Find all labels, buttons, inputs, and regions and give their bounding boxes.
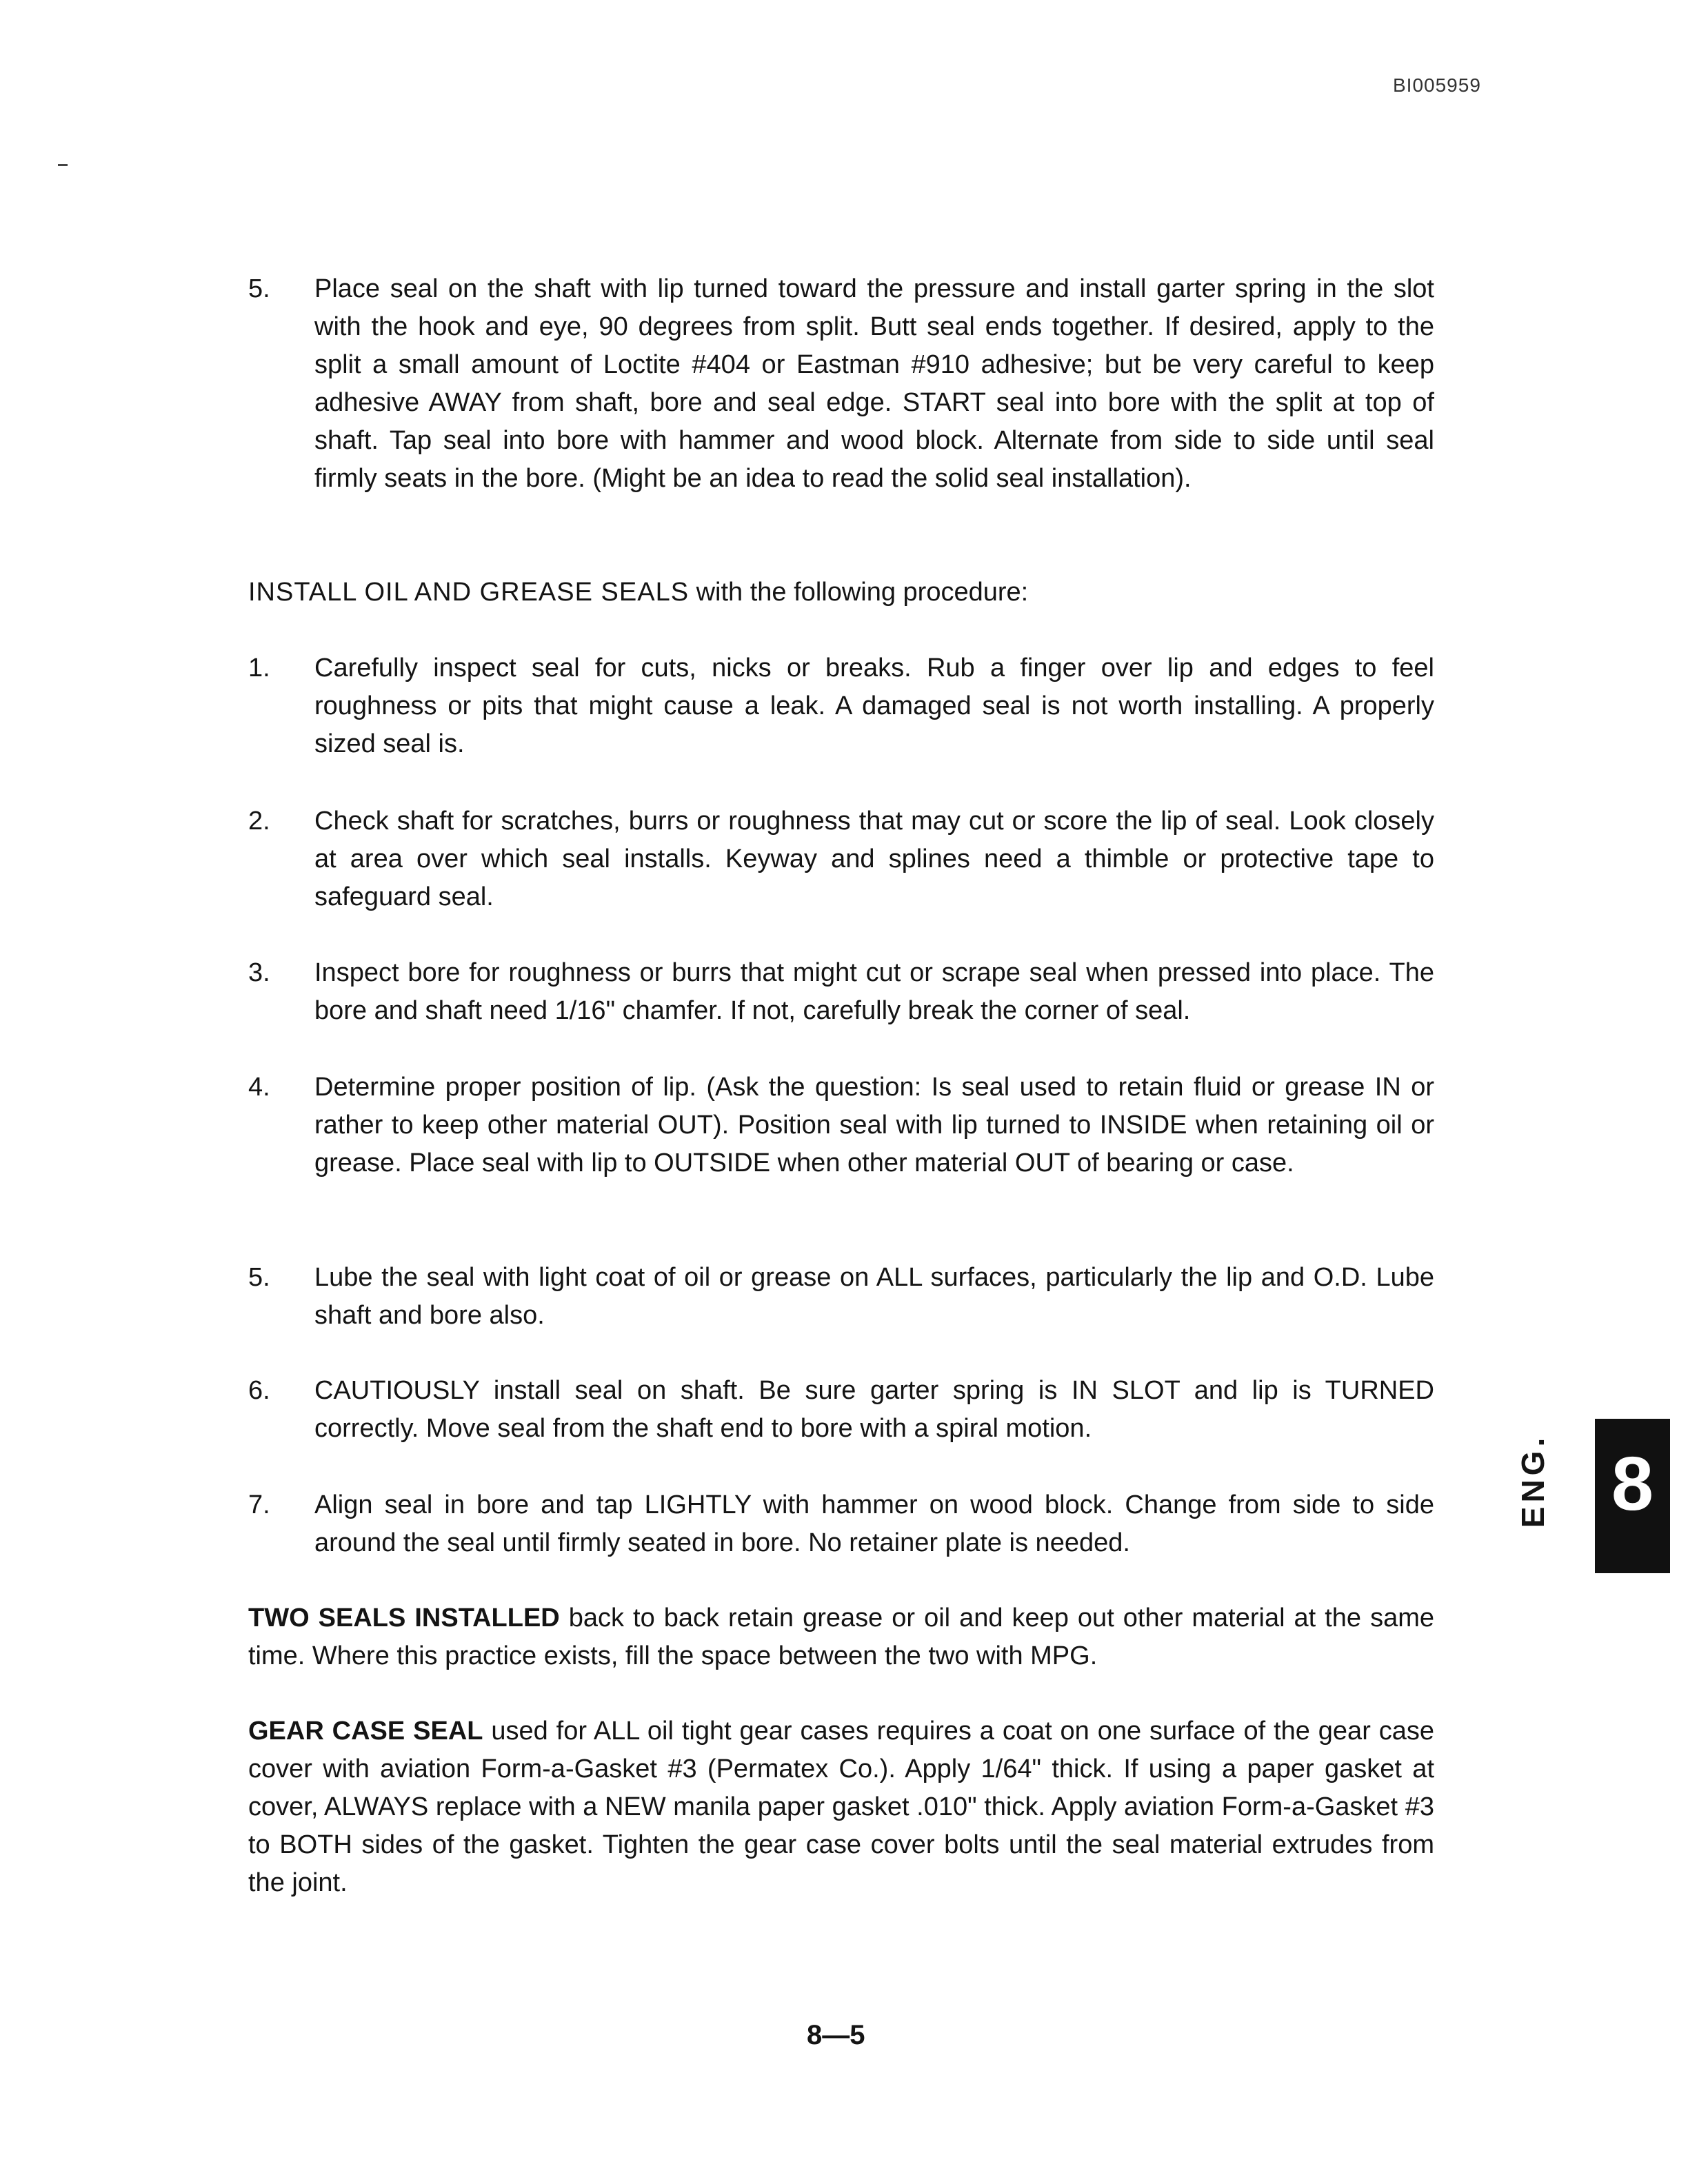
- step-number: 7.: [248, 1490, 270, 1519]
- step-number: 5.: [248, 1263, 270, 1292]
- section-tab-number: 8: [1611, 1442, 1654, 1526]
- procedure-step: [248, 1486, 1434, 1562]
- step-text: Determine proper position of lip. (Ask the question: Is seal used to retain fluid or grease IN or rather to keep other material OUT). Position seal with lip turned to INSIDE when retaining oil or grease. Place seal with lip to OUTSIDE when other material OUT of bearing or case.: [314, 1073, 1434, 1177]
- procedure-step: [248, 1259, 1434, 1335]
- step-number: 1.: [248, 654, 270, 682]
- procedure-step: [248, 802, 1434, 916]
- section-heading: [248, 574, 1434, 611]
- item-text: Place seal on the shaft with lip turned toward the pressure and install garter spring in the slot with the hook and eye, 90 degrees from split. Butt seal ends together. If desired, apply to the split a small amount of Loctite #404 or Eastman #910 adhesive; but be very careful to keep adhesive AWAY from shaft, bore and seal edge. START seal into bore with the split at top of shaft. Tap seal into bore with hammer and wood block. Alternate from side to side until seal firmly seats in the bore. (Might be an idea to read the solid seal installation).: [314, 274, 1434, 493]
- continued-list-item: [248, 270, 1434, 498]
- two-seals-text: back to back retain grease or oil and keep out other material at the same time. Where this practice exists, fill the space between the two with MPG.: [248, 1604, 1434, 1670]
- step-text: Align seal in bore and tap LIGHTLY with hammer on wood block. Change from side to side around the seal until firmly seated in bore. No retainer plate is needed.: [314, 1490, 1434, 1557]
- section-tab-label: ENG.: [1515, 1433, 1551, 1528]
- document-id: BI005959: [1393, 74, 1481, 96]
- step-number: 2.: [248, 807, 270, 836]
- two-seals-paragraph: [248, 1599, 1434, 1675]
- gear-case-paragraph: [248, 1712, 1434, 1902]
- step-number: 4.: [248, 1073, 270, 1102]
- section-heading-lead: INSTALL OIL AND GREASE SEALS: [248, 578, 690, 607]
- step-text: CAUTIOUSLY install seal on shaft. Be sure garter spring is IN SLOT and lip is TURNED correctly. Move seal from the shaft end to bore with a spiral motion.: [314, 1376, 1434, 1443]
- two-seals-lead: TWO SEALS INSTALLED: [248, 1604, 560, 1632]
- section-heading-rest: with the following procedure:: [689, 578, 1029, 607]
- gear-case-lead: GEAR CASE SEAL: [248, 1717, 483, 1746]
- step-number: 6.: [248, 1376, 270, 1405]
- gear-case-text: used for ALL oil tight gear cases requires a coat on one surface of the gear case cover with aviation Form-a-Gasket #3 (Permatex Co.). Apply 1/64" thick. If using a paper gasket at cover, ALWAYS replace with a NEW manila paper gasket .010" thick. Apply aviation Form-a-Gasket #3 to BOTH sides of the gasket. Tighten the gear case cover bolts until the seal material extrudes from the joint.: [248, 1717, 1435, 1897]
- margin-mark: [58, 164, 68, 166]
- item-number: 5.: [248, 274, 270, 303]
- step-text: Check shaft for scratches, burrs or roughness that may cut or score the lip of seal. Look closely at area over which seal installs. Keyway and splines need a thimble or protective tape to safeguard seal.: [314, 807, 1434, 911]
- procedure-step: [248, 954, 1434, 1030]
- step-text: Lube the seal with light coat of oil or grease on ALL surfaces, particularly the lip and O.D. Lube shaft and bore also.: [314, 1263, 1434, 1330]
- procedure-step: [248, 649, 1434, 763]
- procedure-step: [248, 1069, 1434, 1182]
- step-text: Inspect bore for roughness or burrs that might cut or scrape seal when pressed into place. The bore and shaft need 1/16" chamfer. If not, carefully break the corner of seal.: [314, 958, 1434, 1025]
- procedure-step: [248, 1372, 1434, 1448]
- step-number: 3.: [248, 958, 270, 987]
- step-text: Carefully inspect seal for cuts, nicks or breaks. Rub a finger over lip and edges to feel roughness or pits that might cause a leak. A damaged seal is not worth installing. A properly sized seal is.: [314, 654, 1434, 758]
- page-number: 8—5: [807, 2020, 865, 2050]
